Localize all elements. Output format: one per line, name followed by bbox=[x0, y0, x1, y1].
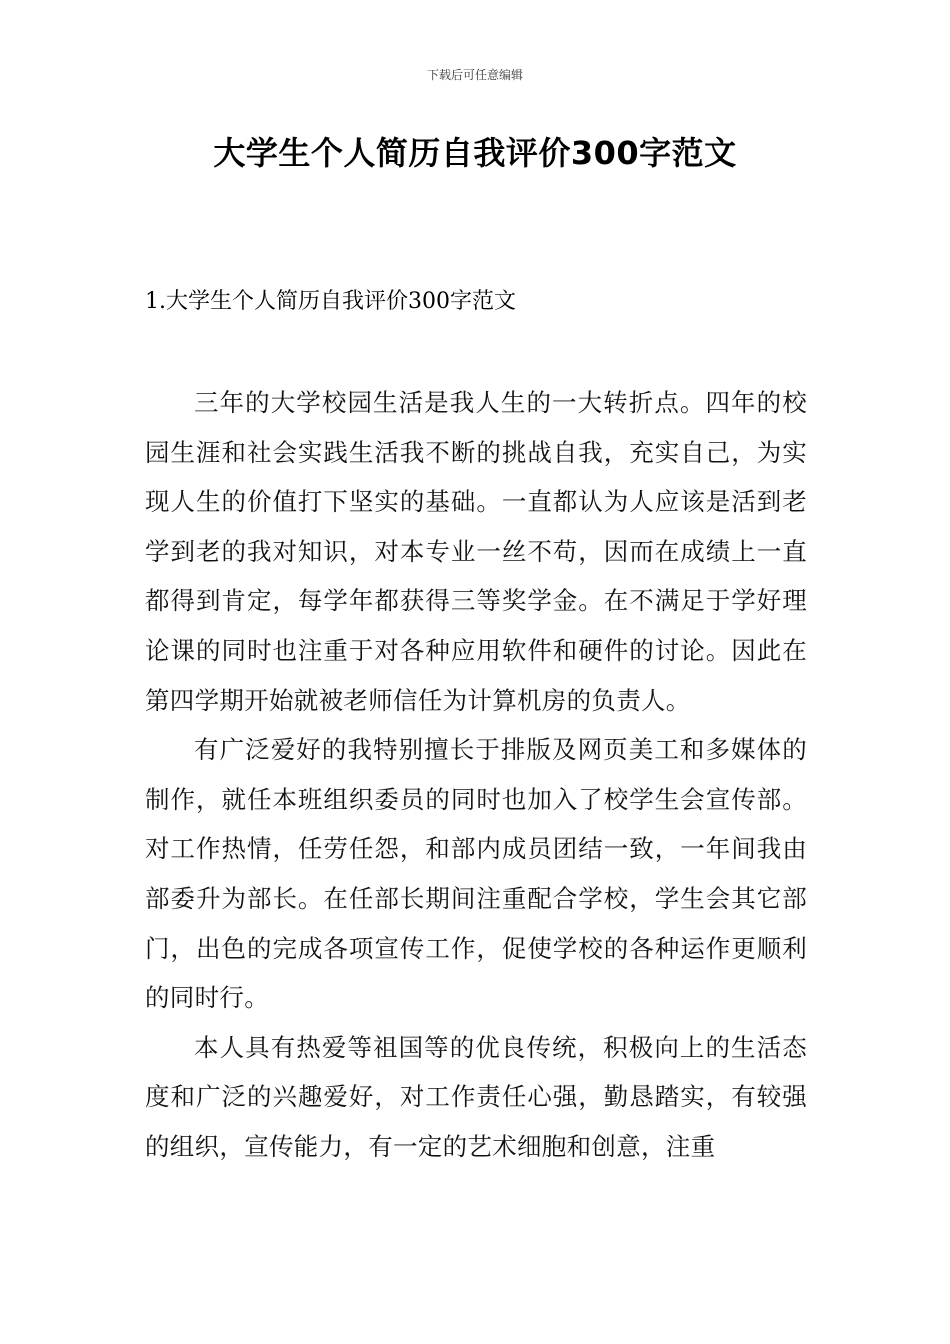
paragraph: 三年的大学校园生活是我人生的一大转折点。四年的校园生涯和社会实践生活我不断的挑战自我，充实自己，为实现人生的价值打下坚实的基础。一直都认为人应该是活到老学到老的我对知识，对本专业一丝不苟，因而在成绩上一直都得到肯定，每学年都获得三等奖学金。在不满足于学好理论课的同时也注重于对各种应用软件和硬件的讨论。因此在第四学期开始就被老师信任为计算机房的负责人。 bbox=[145, 388, 807, 715]
header-note: 下载后可任意编辑 bbox=[426, 68, 523, 82]
body-text bbox=[145, 378, 807, 1172]
section-heading: 1.大学生个人简历自我评价300字范文 bbox=[145, 289, 516, 314]
paragraph: 有广泛爱好的我特别擅长于排版及网页美工和多媒体的制作，就任本班组织委员的同时也加入了校学生会宣传部。对工作热情，任劳任怨，和部内成员团结一致，一年间我由部委升为部长。在任部长期间注重配合学校，学生会其它部门，出色的完成各项宣传工作，促使学校的各种运作更顺利的同时行。 bbox=[145, 735, 807, 1013]
document-title: 大学生个人简历自我评价300字范文 bbox=[213, 134, 737, 172]
paragraph: 本人具有热爱等祖国等的优良传统，积极向上的生活态度和广泛的兴趣爱好，对工作责任心强，勤恳踏实，有较强的组织，宣传能力，有一定的艺术细胞和创意，注重 bbox=[145, 1032, 807, 1161]
